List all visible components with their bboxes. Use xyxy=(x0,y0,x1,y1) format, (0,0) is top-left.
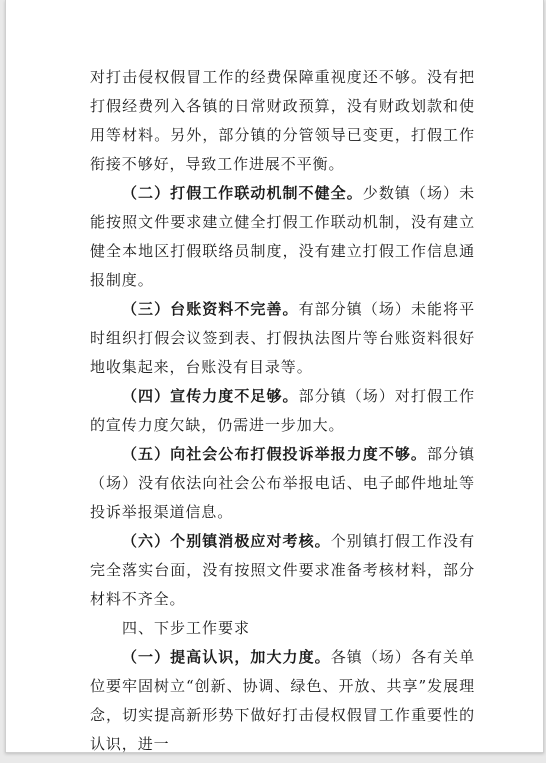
document-body xyxy=(90,63,475,759)
paragraph-lead: （二）打假工作联动机制不健全。 xyxy=(122,184,363,202)
paragraph-lead: （一）提高认识，加大力度。 xyxy=(122,648,331,666)
paragraph-complaint-reporting xyxy=(90,440,475,527)
paragraph-text: 部分镇（场）对打假工作的宣传力度欠缺，仍需进一步加大。 xyxy=(90,387,475,434)
paragraph-text: 有部分镇（场）未能将平时组织打假会议签到表、打假执法图片等台账资料很好地收集起来，台账没有目录等。 xyxy=(90,300,475,376)
paragraph-ledger-records xyxy=(90,295,475,382)
paragraph-text: 各镇（场）各有关单位要牢固树立“创新、协调、绿色、开放、共享”发展理念，切实提高新形势下做好打击侵权假冒工作重要性的认识，进一 xyxy=(90,648,476,753)
paragraph-lead: （四）宣传力度不足够。 xyxy=(122,387,299,405)
paragraph-linkage-mechanism xyxy=(90,179,475,295)
paragraph-text: 少数镇（场）未能按照文件要求建立健全打假工作联动机制，没有建立健全本地区打假联络员制度，没有建立打假工作信息通报制度。 xyxy=(90,184,475,289)
paragraph-text: 对打击侵权假冒工作的经费保障重视度还不够。没有把打假经费列入各镇的日常财政预算，没有财政划款和使用等材料。另外，部分镇的分管领导已变更，打假工作衔接不够好，导致工作进展不平衡。 xyxy=(90,68,475,173)
paragraph-raise-awareness xyxy=(90,643,475,759)
section-heading: 四、下步工作要求 xyxy=(122,619,251,637)
paragraph-lead: （三）台账资料不完善。 xyxy=(122,300,299,318)
paragraph-publicity xyxy=(90,382,475,440)
paragraph-lead: （五）向社会公布打假投诉举报力度不够。 xyxy=(122,445,427,463)
paragraph-assessment xyxy=(90,527,475,614)
paragraph-funding xyxy=(90,63,475,179)
paragraph-lead: （六）个别镇消极应对考核。 xyxy=(122,532,331,550)
paragraph-text: 部分镇（场）没有依法向社会公布举报电话、电子邮件地址等投诉举报渠道信息。 xyxy=(90,445,476,521)
paragraph-text: 个别镇打假工作没有完全落实台面，没有按照文件要求准备考核材料，部分材料不齐全。 xyxy=(90,532,476,608)
document-page xyxy=(5,0,544,753)
